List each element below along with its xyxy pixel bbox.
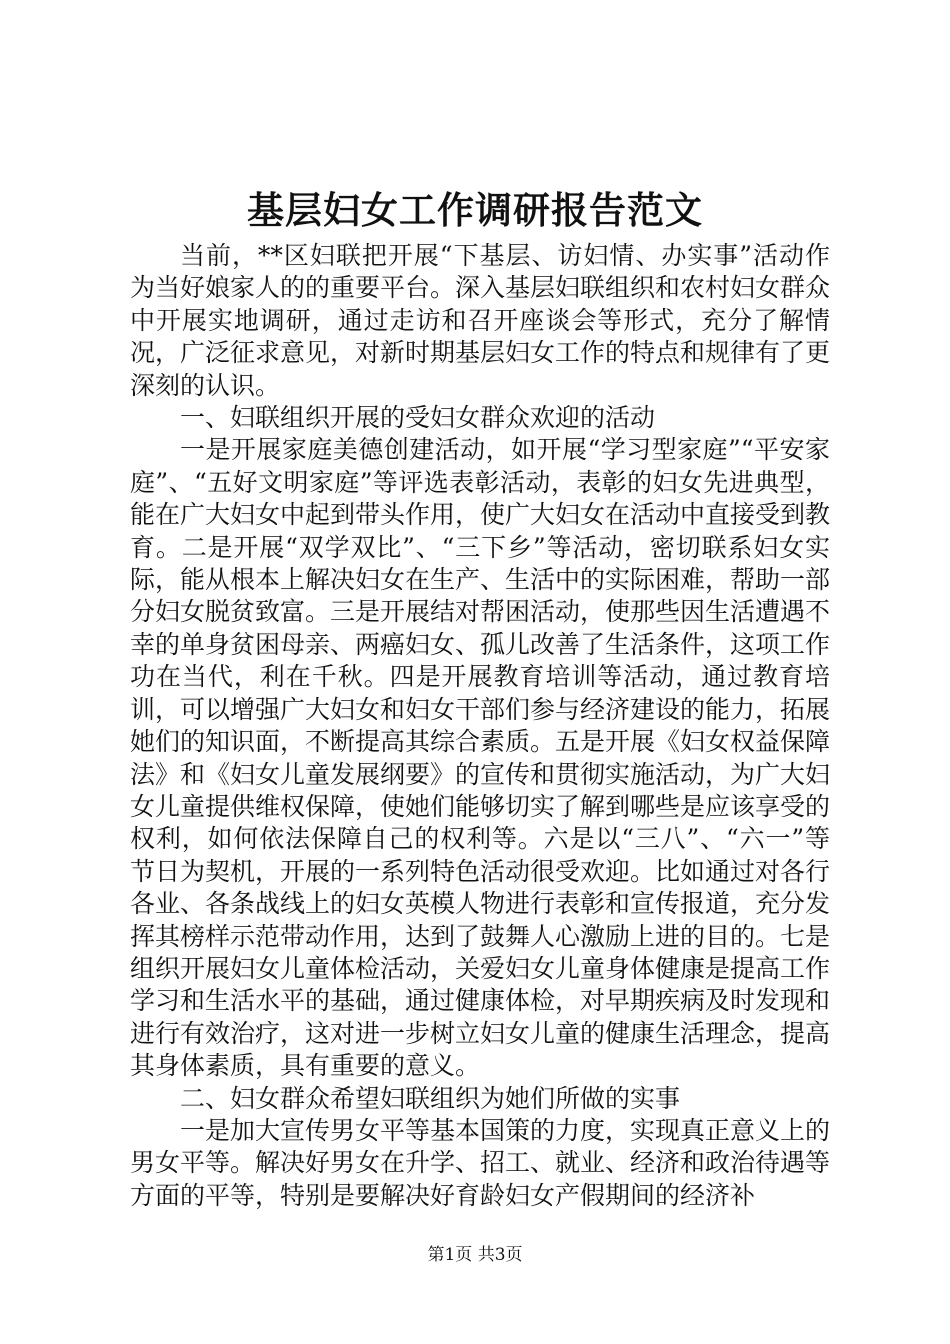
section-heading-2: 二、妇女群众希望妇联组织为她们所做的实事 [180,1083,681,1113]
document-title: 基层妇女工作调研报告范文 [247,188,703,232]
section-1-paragraph: 一是开展家庭美德创建活动，如开展“学习型家庭”“平安家庭”、“五好文明家庭”等评选表彰活动，表彰的妇女先进典型，能在广大妇女中起到带头作用，使广大妇女在活动中直接受到教育。二是开展“双学双比”、“三下乡”等活动，密切联系妇女实际，能从根本上解决妇女在生产、生活中的实际困难，帮助一部分妇女脱贫致富。三是开展结对帮困活动，使那些因生活遭遇不幸的单身贫困母亲、两癌妇女、孤儿改善了生活条件，这项工作功在当代，利在千秋。四是开展教育培训等活动，通过教育培训，可以增强广大妇女和妇女干部们参与经济建设的能力，拓展她们的知识面，不断提高其综合素质。五是开展《妇女权益保障法》和《妇女儿童发展纲要》的宣传和贯彻实施活动，为广大妇女儿童提供维权保障，使她们能够切实了解到哪些是应该享受的权利，如何依法保障自己的权利等。六是以“三八”、“六一”等节日为契机，开展的一系列特色活动很受欢迎。比如通过对各行各业、各条战线上的妇女英模人物进行表彰和宣传报道，充分发挥其榜样示范带动作用，达到了鼓舞人心激励上进的目的。七是组织开展妇女儿童体检活动，关爱妇女儿童身体健康是提高工作学习和生活水平的基础，通过健康体检，对早期疾病及时发现和进行有效治疗，这对进一步树立妇女儿童的健康生活理念，提高其身体素质，具有重要的意义。 [130,435,831,1081]
intro-paragraph: 当前，**区妇联把开展“下基层、访妇情、办实事”活动作为当好娘家人的的重要平台。深入基层妇联组织和农村妇女群众中开展实地调研，通过走访和召开座谈会等形式，充分了解情况，广泛征求意见，对新时期基层妇女工作的特点和规律有了更深刻的认识。 [130,241,831,400]
section-2-paragraph: 一是加大宣传男女平等基本国策的力度，实现真正意义上的男女平等。解决好男女在升学、招工、就业、经济和政治待遇等方面的平等，特别是要解决好育龄妇女产假期间的经济补 [130,1115,831,1210]
section-heading-1: 一、妇联组织开展的受妇女群众欢迎的活动 [180,403,656,433]
page-number-footer: 第1页 共3页 [427,1245,523,1265]
document-body [130,240,830,1212]
